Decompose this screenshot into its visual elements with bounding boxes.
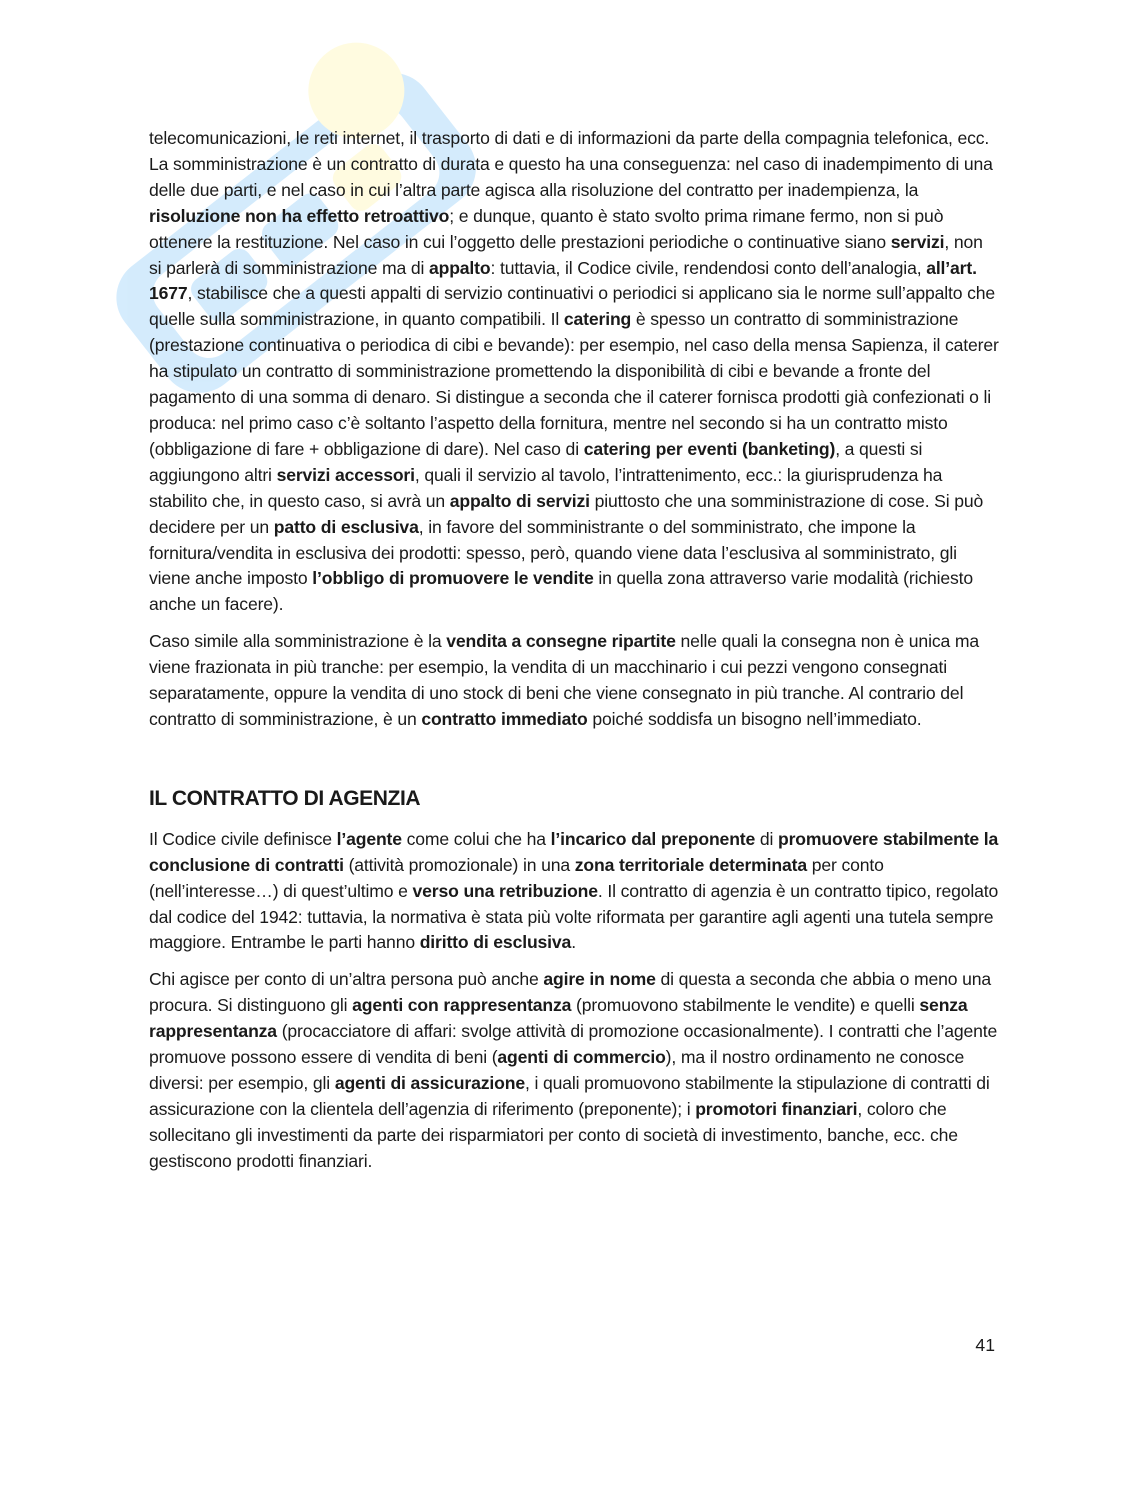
text-run: , non si parlerà di somministrazione ma di bbox=[149, 231, 983, 278]
text-run: , i quali promuovono stabilmente la stipulazione di contratti di assicurazione con la clientela dell’agenzia di riferimento (preponente); i bbox=[149, 1073, 990, 1119]
bold-term: l’agente bbox=[336, 828, 402, 849]
text-run: ; e dunque, quanto è stato svolto prima rimane fermo, non si può ottenere la restituzione. Nel caso in cui l’oggetto delle prestazioni periodiche o continuative siano bbox=[149, 205, 944, 252]
text-run: , stabilisce che a questi appalti di servizio continuativi o periodici si applicano sia le norme sull’appalto che quelle sulla somministrazione, in quanto compatibili. Il bbox=[149, 283, 996, 330]
text-run: : tuttavia, il Codice civile, rendendosi conto dell’analogia, bbox=[490, 257, 927, 278]
bold-term: senza rappresentanza bbox=[149, 995, 968, 1042]
text-run: (procacciatore di affari: svolge attività di promozione occasionalmente). I contratti che l’agente promuove possono essere di vendita di beni ( bbox=[149, 1021, 998, 1068]
bold-term: promotori finanziari bbox=[695, 1098, 858, 1119]
bold-term: patto di esclusiva bbox=[273, 516, 419, 537]
text-run: piuttosto che una somministrazione di cose. Si può decidere per un bbox=[149, 490, 984, 537]
bold-term: l’incarico dal preponente bbox=[550, 828, 756, 849]
section-heading: IL CONTRATTO DI AGENZIA bbox=[149, 786, 421, 810]
bold-term: verso una retribuzione bbox=[412, 880, 598, 901]
text-run: telecomunicazioni, le reti internet, il trasporto di dati e di informazioni da parte della compagnia telefonica, ecc. La somministrazione è un contratto di durata e questo ha una conseguenza: nel caso di inadempimento di una delle due parti, e nel caso in cui l’altra parte agisca alla risoluzione del contratto per inadempienza, la bbox=[149, 128, 993, 200]
bold-term: agenti di assicurazione bbox=[334, 1073, 525, 1093]
bold-term: l’obbligo di promuovere le vendite bbox=[312, 568, 594, 589]
bold-term: all’art. 1677 bbox=[149, 257, 977, 304]
text-run: , quali il servizio al tavolo, l’intrattenimento, ecc.: la giurisprudenza ha stabilito che, in questo caso, si avrà un bbox=[149, 464, 943, 511]
bold-term: zona territoriale determinata bbox=[574, 854, 807, 875]
text-run: Chi agisce per conto di un’altra persona può anche bbox=[149, 969, 544, 990]
paragraph bbox=[149, 827, 999, 957]
page-content bbox=[149, 126, 999, 1186]
page-number: 41 bbox=[975, 1335, 995, 1355]
bold-term: appalto bbox=[428, 257, 491, 278]
bold-term: servizi bbox=[890, 231, 945, 252]
text-run: di bbox=[755, 828, 779, 849]
bold-term: risoluzione non ha effetto retroattivo bbox=[149, 205, 450, 226]
body-text bbox=[149, 126, 999, 733]
text-run: in quella zona attraverso varie modalità (richiesto anche un facere). bbox=[149, 568, 974, 615]
text-run: , in favore del somministrante o del somministrato, che impone la fornitura/vendita in esclusiva dei prodotti: spesso, però, quando viene data l’esclusiva al somministrato, gli viene anche imposto bbox=[149, 516, 957, 589]
text-run: come colui che ha bbox=[401, 828, 551, 849]
text-run: . bbox=[571, 932, 576, 953]
section-body-text bbox=[149, 827, 999, 1175]
bold-term: agenti di commercio bbox=[497, 1047, 666, 1068]
bold-term: catering bbox=[563, 309, 632, 330]
text-run: . Il contratto di agenzia è un contratto tipico, regolato dal codice del 1942: tuttavia, la normativa è stata più volte riformata per garantire agli agenti una tutela sempre maggiore. Entrambe le parti hanno bbox=[149, 880, 999, 953]
text-run: (promuovono stabilmente le vendite) e quelli bbox=[571, 995, 920, 1016]
bold-term: promuovere stabilmente la conclusione di contratti bbox=[149, 828, 999, 875]
paragraph bbox=[149, 967, 999, 1174]
bold-term: diritto di esclusiva bbox=[419, 932, 572, 953]
paragraph bbox=[149, 629, 999, 733]
text-run: di questa a seconda che abbia o meno una procura. Si distinguono gli bbox=[149, 969, 992, 1016]
text-run: nelle quali la consegna non è unica ma viene frazionata in più tranche: per esempio, la vendita di un macchinario i cui pezzi vengono consegnati separatamente, oppure la vendita di uno stock di beni che viene consegnato in più tranche. Al contrario del contratto di somministrazione, è un bbox=[149, 631, 979, 729]
bold-term: appalto di servizi bbox=[449, 490, 590, 511]
bold-term: contratto immediato bbox=[421, 708, 588, 729]
text-run: , coloro che sollecitano gli investimenti da parte dei risparmiatori per conto di società di investimento, banche, ecc. che gestiscono prodotti finanziari. bbox=[149, 1098, 958, 1171]
paragraph bbox=[149, 126, 999, 618]
text-run: per conto (nell’interesse…) di quest’ultimo e bbox=[149, 854, 884, 901]
text-run: Caso simile alla somministrazione è la bbox=[149, 631, 447, 652]
bold-term: agire in nome bbox=[543, 969, 656, 990]
text-run: poiché soddisfa un bisogno nell’immediato. bbox=[587, 708, 922, 729]
text-run: ), ma il nostro ordinamento ne conosce diversi: per esempio, gli bbox=[149, 1047, 965, 1093]
bold-term: catering per eventi (banketing) bbox=[583, 438, 836, 459]
text-run: , a questi si aggiungono altri bbox=[149, 438, 923, 485]
bold-term: agenti con rappresentanza bbox=[352, 995, 572, 1016]
text-run: è spesso un contratto di somministrazione (prestazione continuativa o periodica di cibi e bevande): per esempio, nel caso della mensa Sapienza, il caterer ha stipulato un contratto di somministrazione promettendo la disponibilità di cibi e bevande a fronte del pagamento di una somma di denaro. Si distingue a seconda che il caterer fornisca prodotti già confezionati o li produca: nel primo caso c’è soltanto l’aspetto della fornitura, mentre nel secondo si ha un contratto misto (obbligazione di fare + obbligazione di dare). Nel caso di bbox=[149, 309, 999, 459]
text-run: Il Codice civile definisce bbox=[149, 828, 337, 849]
text-run: (attività promozionale) in una bbox=[343, 854, 575, 875]
bold-term: vendita a consegne ripartite bbox=[446, 631, 676, 652]
bold-term: servizi accessori bbox=[276, 464, 415, 485]
